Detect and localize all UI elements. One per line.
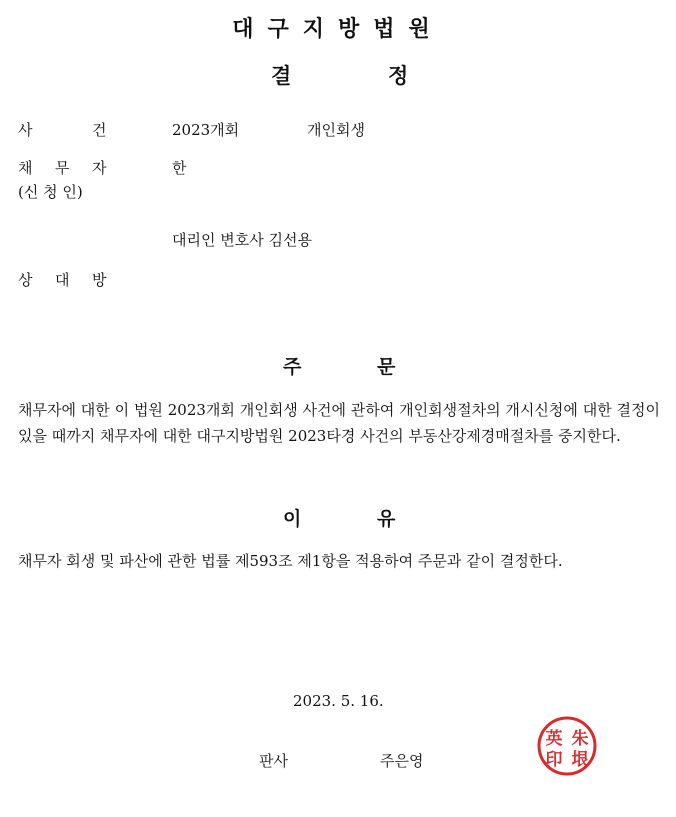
decision-date: 2023. 5. 16. <box>293 692 384 710</box>
seal-char: 印 <box>545 750 563 770</box>
opponent-label-2: 대 <box>55 271 70 289</box>
doc-type-left: 결 <box>271 64 292 88</box>
agent-name: 대리인 변호사 김선용 <box>172 231 312 249</box>
case-name: 개인회생 <box>307 121 365 139</box>
applicant-label: (신 청 인) <box>18 183 83 201</box>
reason-heading-left: 이 <box>283 508 302 530</box>
case-number: 2023개회 <box>172 121 240 139</box>
court-name: 대구지방법원 <box>232 17 444 42</box>
order-heading-right: 문 <box>377 356 396 378</box>
order-text: 채무자에 대한 이 법원 2023개회 개인회생 사건에 관하여 개인회생절차의 개시신청에 대한 결정이 있을 때까지 채무자에 대한 대구지방법원 2023타경 사건의 부동산강제경매절차를 중지한다. <box>18 401 660 445</box>
case-label-2: 건 <box>92 121 107 139</box>
opponent-label-1: 상 <box>18 271 33 289</box>
seal-char: 英 <box>545 729 563 749</box>
seal-char: 朱 <box>571 729 589 749</box>
opponent-label-3: 방 <box>92 271 107 289</box>
seal-char: 垠 <box>571 750 589 770</box>
judge-name: 주은영 <box>380 752 424 770</box>
case-label-1: 사 <box>18 121 33 139</box>
debtor-label-3: 자 <box>92 159 107 177</box>
reason-heading-right: 유 <box>377 508 396 530</box>
judge-seal <box>536 715 598 777</box>
debtor-label-1: 채 <box>18 159 33 177</box>
judge-label: 판사 <box>259 752 288 770</box>
order-heading-left: 주 <box>283 356 302 378</box>
reason-text: 채무자 회생 및 파산에 관한 법률 제593조 제1항을 적용하여 주문과 같이 결정한다. <box>18 552 563 570</box>
debtor-label-2: 무 <box>55 159 70 177</box>
doc-type-right: 정 <box>388 64 409 88</box>
debtor-name: 한 <box>172 159 187 177</box>
